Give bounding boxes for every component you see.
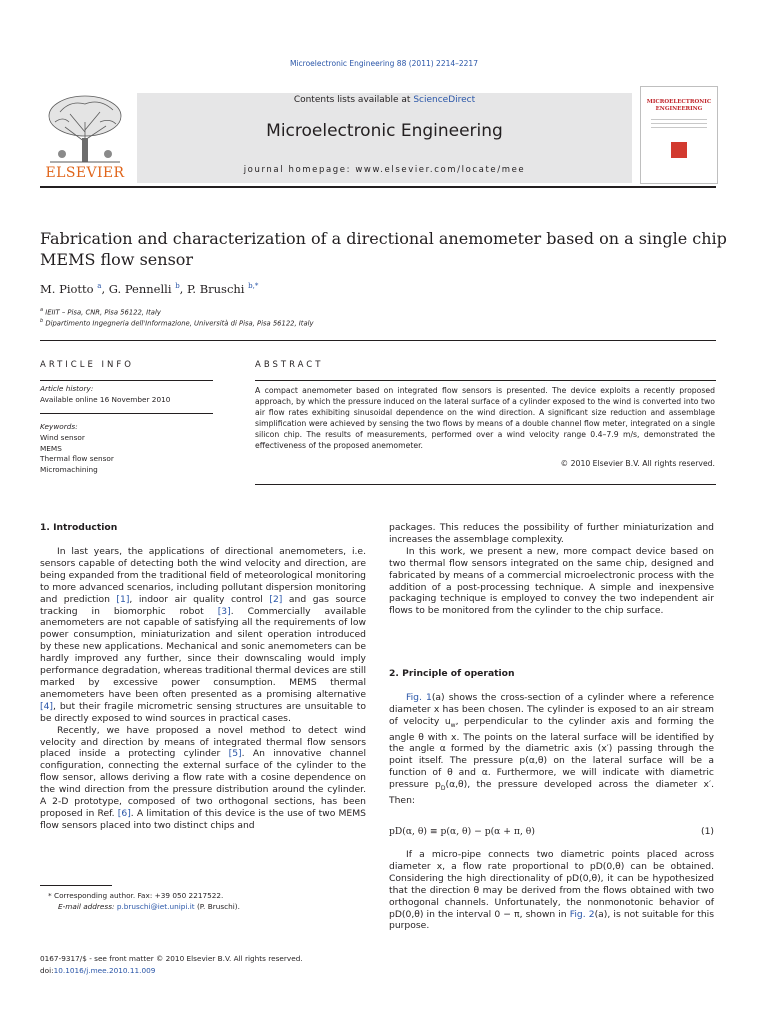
figure-link[interactable]: Fig. 2 — [569, 908, 595, 920]
author-list: M. Piotto $^a$, G. Pennelli $^b$, P. Bruschi $^{b,*}$ — [40, 282, 259, 296]
keyword: Wind sensor — [40, 433, 85, 442]
paragraph: In this work, we present a new, more compact device based on two thermal flow sensors integrated on the same chip, designed and fabricated by means of a commercial microelectronic process with the addition of a post-processing technique. A simple and inexpensive packaging technique is employed to convey the two independent air flows to be monitored from the cylinder to the chip surface. — [389, 545, 714, 617]
citation-link[interactable]: [2] — [269, 593, 283, 605]
abstract-heading: ABSTRACT — [255, 360, 324, 370]
keyword: MEMS — [40, 443, 62, 453]
article-info-heading: ARTICLE INFO — [40, 360, 134, 370]
equation-1 — [389, 826, 714, 837]
keywords-label: Keywords: — [40, 422, 78, 431]
affiliation: $^a$ IEIIT – Pisa, CNR, Pisa 56122, Italy — [40, 307, 161, 317]
equation-number: (1) — [700, 826, 714, 837]
history-label: Article history: — [40, 384, 94, 393]
citation-link[interactable]: [4] — [40, 700, 54, 712]
paragraph: Recently, we have proposed a novel method to detect wind velocity and direction by means of integrated thermal flow sensors placed inside a protecting cylinder [5]. An innovative channel configuration, connecting the external surface of the cylinder to the flow sensor, allows deriving a flow rate with a cosine dependence on the wind direction from the pressure distribution around the cylinder. A 2-D prototype, composed of two orthogonal sections, has been proposed in Ref. [6]. A limitation of this device is the use of two MEMS flow sensors placed into two distinct chips and — [40, 724, 367, 831]
copyright-notice: © 2010 Elsevier B.V. All rights reserved. — [560, 459, 715, 468]
paragraph: packages. This reduces the possibility of further miniaturization and increases the assemblage complexity. — [389, 522, 714, 545]
abstract-text: A compact anemometer based on integrated flow sensors is presented. The device exploits a recently proposed approach, by which the pressure induced on the lateral surface of a cylinder exposed to the wind is converted into two air flow rates exhibiting sinusoidal dependence on the wind direction. A significant size reduction and assemblage simplification were achieved by sensing the two flows by means of a double channel flow meter, integrated on a single silicon chip. The results of measurements, performed over a wind velocity range 0.4–7.9 m/s, demonstrated the effectiveness of the proposed anemometer. — [255, 386, 715, 450]
doi-line: doi:10.1016/j.mee.2010.11.009 — [40, 966, 156, 975]
header-rule — [40, 186, 716, 188]
author[interactable]: G. Pennelli — [108, 282, 172, 296]
cover-red-graphic — [671, 142, 687, 158]
issn-line: 0167-9317/$ - see front matter © 2010 Elsevier B.V. All rights reserved. — [40, 954, 303, 963]
contents-line: Contents lists available at ScienceDirect — [293, 95, 476, 105]
journal-homepage[interactable]: journal homepage: www.elsevier.com/locate/mee — [243, 165, 526, 175]
doi-link[interactable]: 10.1016/j.mee.2010.11.009 — [53, 966, 156, 975]
divider — [40, 413, 213, 414]
body-column-left — [40, 546, 366, 832]
body-column-right-top — [389, 522, 714, 617]
section-heading: 2. Principle of operation — [389, 668, 515, 679]
keyword: Thermal flow sensor — [40, 454, 114, 464]
journal-reference[interactable]: Microelectronic Engineering 88 (2011) 2214–2217 — [290, 59, 478, 68]
author[interactable]: M. Piotto — [40, 282, 94, 296]
journal-title: Microelectronic Engineering — [266, 121, 503, 141]
keyword-list — [40, 433, 114, 476]
history-value: Available online 16 November 2010 — [40, 395, 171, 404]
journal-cover-thumbnail — [640, 86, 718, 184]
footnote-rule — [40, 885, 112, 886]
body-column-right-mid — [389, 692, 714, 807]
figure-link[interactable]: Fig. 1 — [406, 692, 432, 703]
keyword: Micromachining — [40, 465, 98, 475]
email-link[interactable]: p.bruschi@iet.unipi.it — [116, 902, 195, 911]
cover-title: MICROELECTRONIC ENGINEERING — [646, 99, 712, 112]
equation-body: pD(α, θ) ≡ p(α, θ) − p(α + π, θ) — [389, 826, 535, 837]
affiliation: $^b$ Dipartimento Ingegneria dell'Informazione, Università di Pisa, Pisa 56122, Italy — [40, 318, 314, 328]
citation-link[interactable]: [1] — [116, 593, 130, 605]
citation-link[interactable]: [5] — [228, 748, 242, 760]
elsevier-wordmark: ELSEVIER — [45, 165, 125, 181]
sciencedirect-link[interactable]: ScienceDirect — [413, 95, 476, 105]
section-heading: 1. Introduction — [40, 522, 118, 533]
divider — [255, 380, 716, 381]
citation-link[interactable]: [6] — [117, 807, 131, 819]
paper-title: Fabrication and characterization of a directional anemometer based on a single chip MEMS flow sensor — [40, 229, 727, 269]
cover-lines — [651, 119, 707, 128]
paragraph: In last years, the applications of directional anemometers, i.e. sensors capable of detecting both the wind velocity and direction, are being expanded from the traditional field of meteorological monitoring to more advanced scenarios, including pollutant dispersion monitoring and prediction [1], indoor air quality control [2] and gas source tracking in biomorphic robot [3]. Commercially available anemometers are not capable of satisfying all the requirements of low power consumption, miniaturization and silent operation introduced by these new applications. Mechanical and sonic anemometers can be hardly improved any further, since their downscaling would imply performance degradation, whereas traditional thermal devices are still marked by excessive power consumption. MEMS thermal anemometers have been often presented as a promising alternative [4], but their fragile micrometric sensing structures are unsuitable to be directly exposed to wind sources in practical cases. — [40, 546, 367, 724]
divider — [255, 484, 716, 485]
divider — [40, 380, 213, 381]
corresponding-author-note: * Corresponding author. Fax: +39 050 2217522. — [48, 891, 224, 900]
paragraph: Fig. 1(a) shows the cross-section of a cylinder where a reference diameter x has been chosen. The cylinder is exposed to an air stream of velocity $u_w$, perpendicular to the cylinder axis and forming the angle θ with x. The points on the lateral surface will be identified by the angle α formed by the diametric axis (x′) passing through the point itself. The pressure p(α,θ) on the lateral surface will be a function of θ and α. Furthermore, we will indicate with diametric pressure $p_D(\alpha,\theta)$, the pressure developed across the diameter x′. Then: — [389, 692, 714, 806]
citation-link[interactable]: [3] — [217, 605, 231, 617]
author-affil-mark[interactable]: b — [175, 282, 180, 291]
title-rule — [40, 340, 716, 341]
author-affil-mark[interactable]: a — [97, 282, 102, 291]
paragraph: If a micro-pipe connects two diametric points placed across diameter x, a flow rate proportional to pD(0,θ) can be obtained. Considering the high directionality of pD(0,θ), it can be hypothesized that the direction θ may be derived from the flows obtained with two orthogonal channels. Unfortunately, the nonmonotonic behavior of pD(0,θ) in the interval 0 − π, shown in Fig. 2(a), is not suitable for this purpose. — [389, 849, 714, 932]
author[interactable]: P. Bruschi — [186, 282, 245, 296]
author-affil-mark[interactable]: b,* — [248, 282, 259, 291]
body-column-right-bottom — [389, 849, 714, 932]
email-note: E-mail address: p.bruschi@iet.unipi.it (P. Bruschi). — [58, 902, 240, 911]
